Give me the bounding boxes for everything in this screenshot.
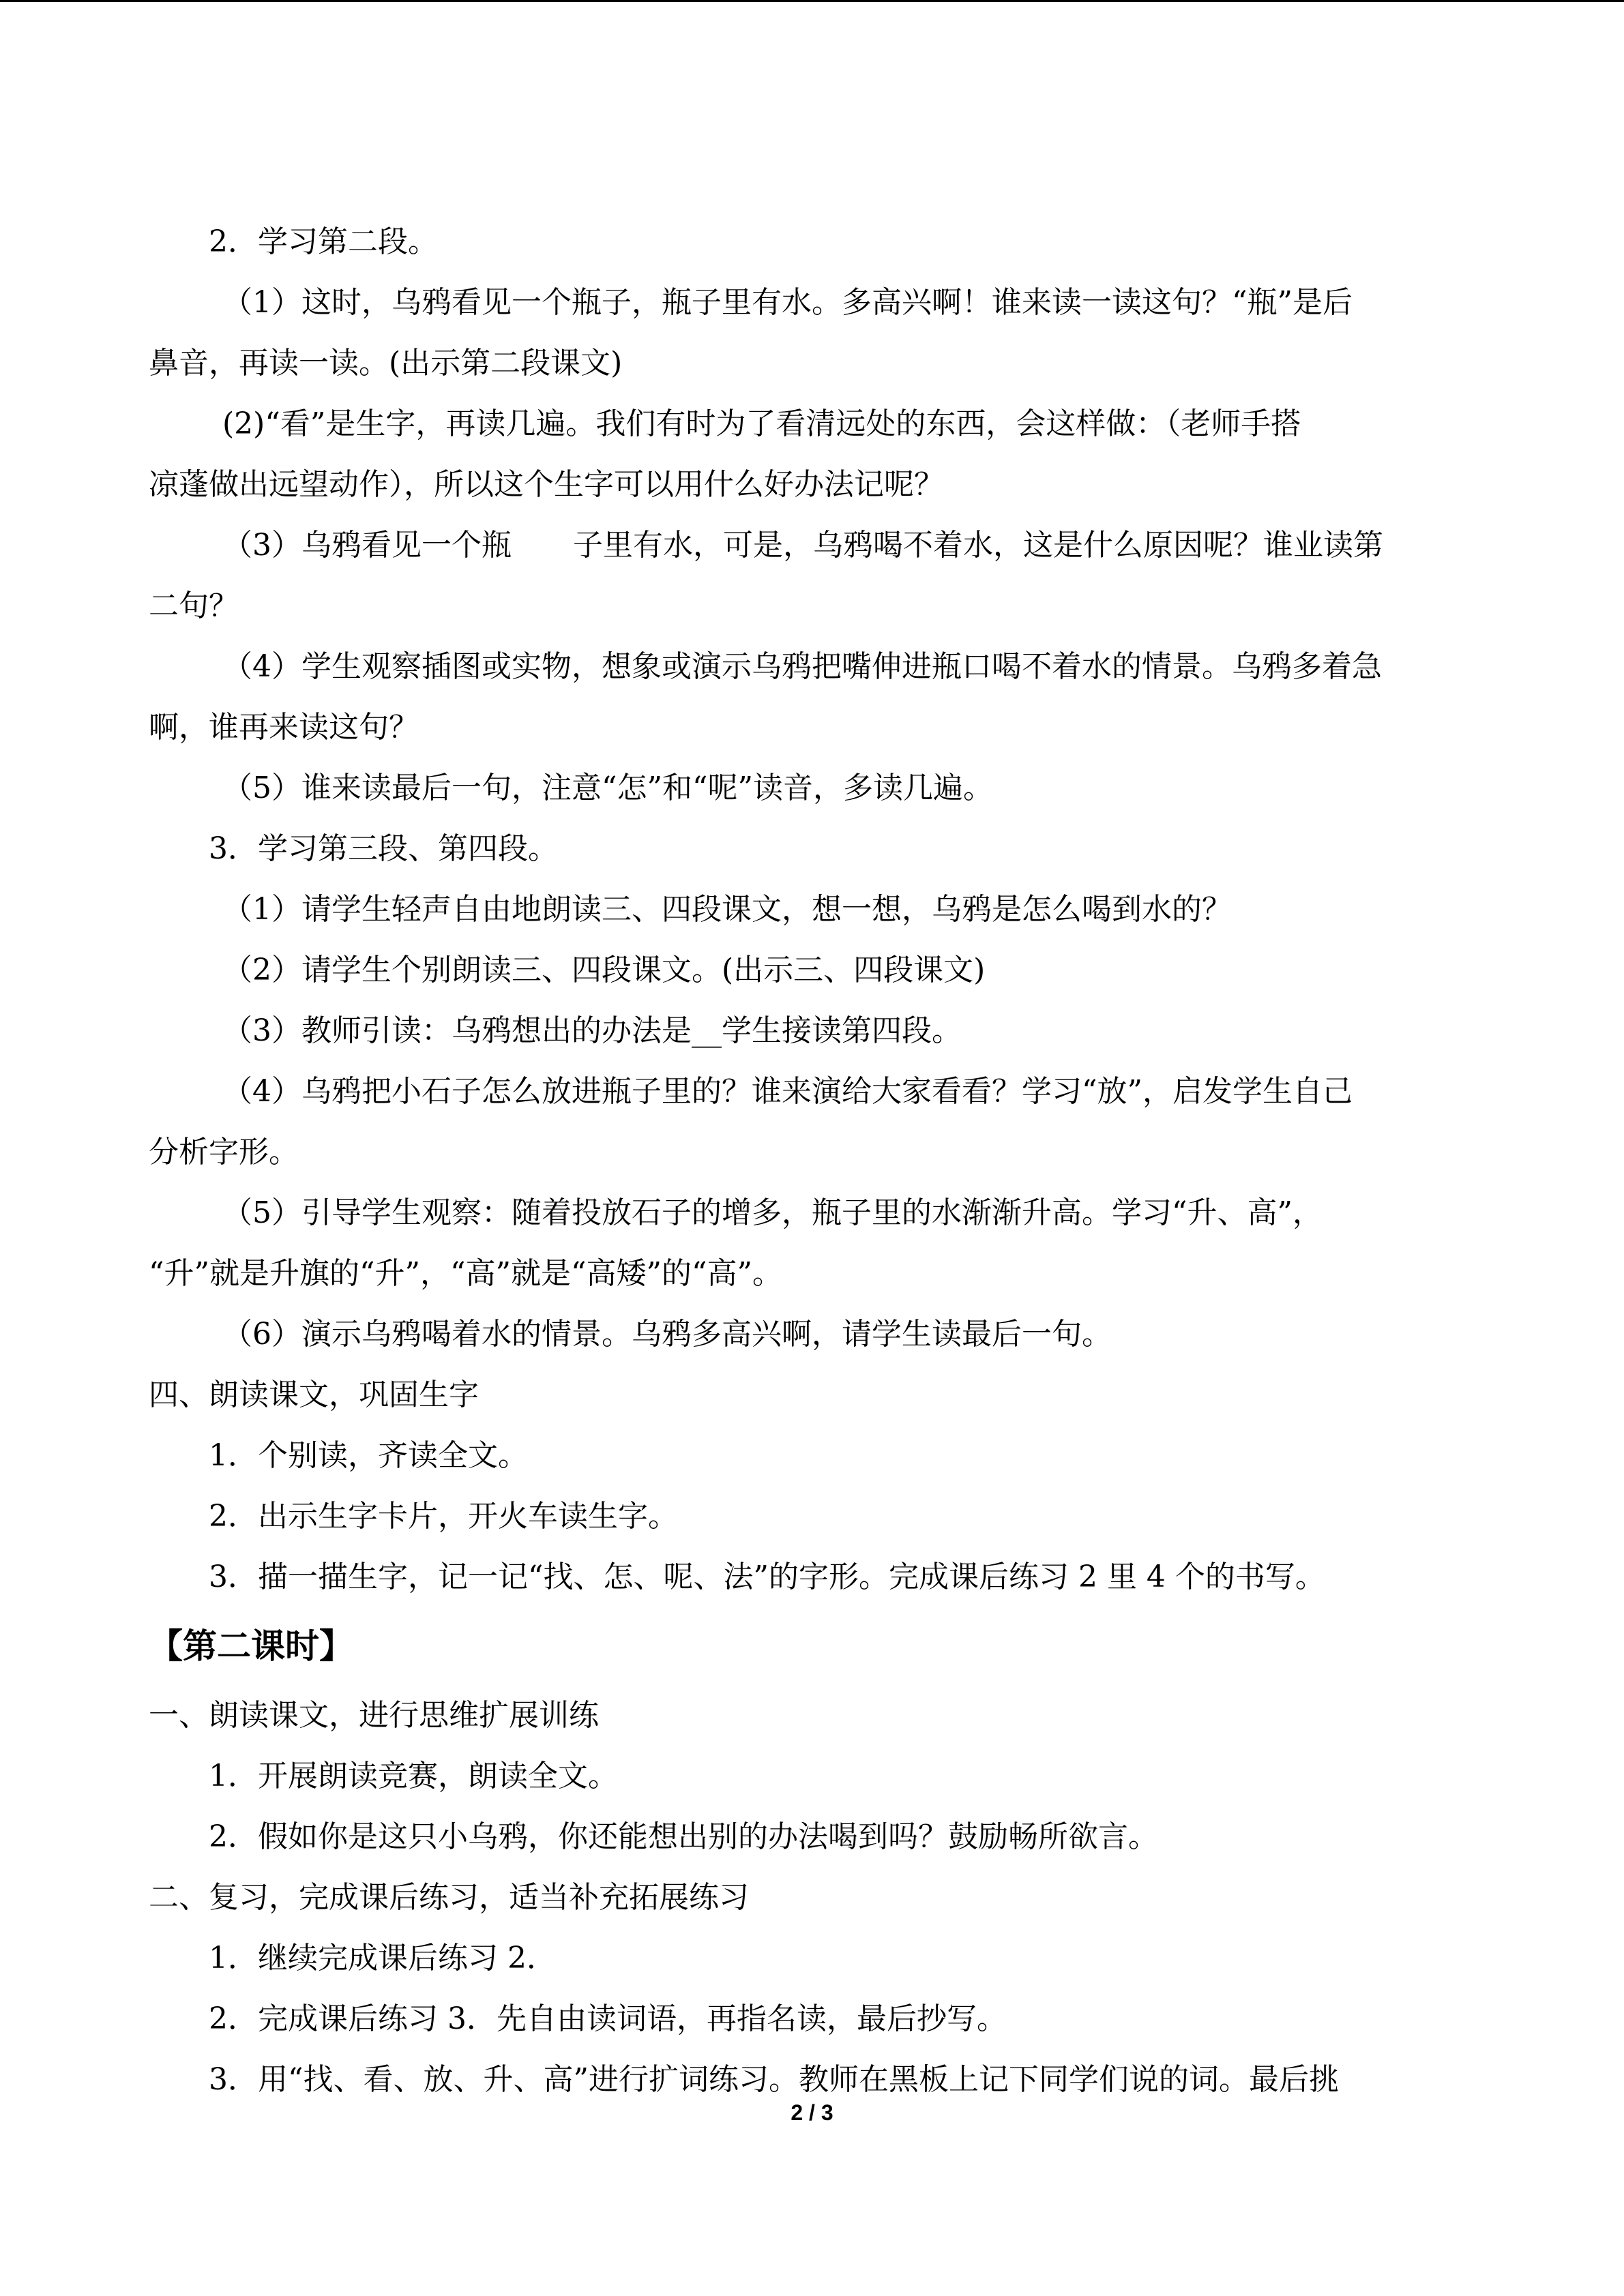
section-3-title: 3．学习第三段、第四段。 [209, 831, 558, 866]
lesson-2-section-2-title: 二、复习，完成课后练习，适当补充拓展练习 [149, 1880, 749, 1915]
paragraph-3-3: （3）教师引读：乌鸦想出的办法是__学生接读第四段。 [222, 1013, 962, 1048]
paragraph-3-4-line-2: 分析字形。 [149, 1135, 299, 1169]
paragraph-2-1-line-1: （1）这时，乌鸦看见一个瓶子，瓶子里有水。多高兴啊！谁来读一读这句？“瓶”是后 [222, 285, 1353, 320]
paragraph-3-6: （6）演示乌鸦喝着水的情景。乌鸦多高兴啊，请学生读最后一句。 [222, 1317, 1112, 1352]
paragraph-2-2-line-1: (2)“看”是生字，再读几遍。我们有时为了看清远处的东西，会这样做：（老师手搭 [222, 406, 1301, 441]
lesson-2-item-2-2: 2．完成课后练习 3．先自由读词语，再指名读，最后抄写。 [209, 2001, 1007, 2036]
paragraph-2-5: （5）谁来读最后一句，注意“怎”和“呢”读音，多读几遍。 [222, 771, 993, 805]
top-border-line [0, 0, 1624, 2]
paragraph-2-3-part-a: （3）乌鸦看见一个瓶 [222, 528, 512, 563]
lesson-2-item-2-3: 3．用“找、看、放、升、高”进行扩词练习。教师在黑板上记下同学们说的词。最后挑 [209, 2062, 1339, 2097]
paragraph-2-3-line-2: 二句？ [149, 588, 239, 623]
paragraph-3-5-line-2: “升”就是升旗的“升”，“高”就是“高矮”的“高”。 [149, 1256, 782, 1291]
section-2-title: 2．学习第二段。 [209, 224, 438, 259]
paragraph-2-2-line-2: 凉蓬做出远望动作），所以这个生字可以用什么好办法记呢？ [149, 467, 944, 502]
document-body [149, 211, 1479, 2110]
paragraph-2-4-line-2: 啊，谁再来读这句？ [149, 710, 419, 745]
paragraph-2-4-line-1: （4）学生观察插图或实物，想象或演示乌鸦把嘴伸进瓶口喝不着水的情景。乌鸦多着急 [222, 649, 1382, 684]
page-number: 2 / 3 [791, 2100, 833, 2125]
lesson-2-item-1-2: 2．假如你是这只小乌鸦，你还能想出别的办法喝到吗？鼓励畅所欲言。 [209, 1819, 1158, 1854]
paragraph-2-3-line-1 [149, 515, 1479, 576]
lesson-two-heading: 【第二课时】 [149, 1626, 353, 1666]
paragraph-3-1: （1）请学生轻声自由地朗读三、四段课文，想一想，乌鸦是怎么喝到水的？ [222, 892, 1232, 927]
list-item-4-3: 3．描一描生字，记一记“找、怎、呢、法”的字形。完成课后练习 2 里 4 个的书写。 [209, 1560, 1325, 1594]
paragraph-3-5-line-1: （5）引导学生观察：随着投放石子的增多，瓶子里的水渐渐升高。学习“升、高”， [222, 1195, 1323, 1230]
paragraph-2-3-part-b: 子里有水，可是，乌鸦喝不着水，这是什么原因呢？谁业读第 [573, 528, 1383, 563]
lesson-2-item-2-1: 1．继续完成课后练习 2． [209, 1941, 557, 1976]
section-four-title: 四、朗读课文，巩固生字 [149, 1377, 479, 1412]
lesson-2-section-1-title: 一、朗读课文，进行思维扩展训练 [149, 1698, 599, 1733]
paragraph-3-4-line-1: （4）乌鸦把小石子怎么放进瓶子里的？谁来演给大家看看？学习“放”，启发学生自己 [222, 1074, 1353, 1109]
lesson-2-item-1-1: 1．开展朗读竞赛，朗读全文。 [209, 1759, 618, 1793]
list-item-4-1: 1．个别读，齐读全文。 [209, 1438, 528, 1473]
list-item-4-2: 2．出示生字卡片，开火车读生字。 [209, 1499, 678, 1534]
paragraph-3-2: （2）请学生个别朗读三、四段课文。(出示三、四段课文) [222, 953, 986, 987]
paragraph-2-1-line-2: 鼻音，再读一读。(出示第二段课文) [149, 346, 623, 381]
